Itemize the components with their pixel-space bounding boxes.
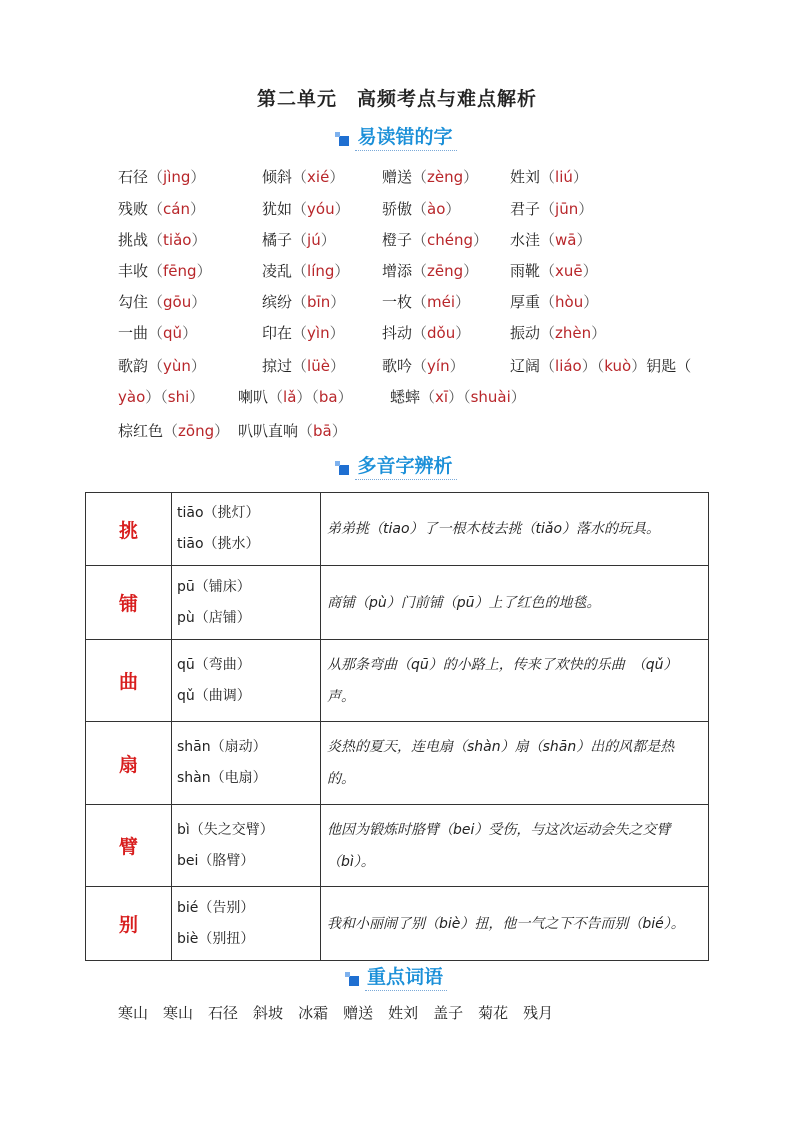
example-sentence: 弟弟挑（tiao）了一根木枝去挑（tiǎo）落水的玩具。 <box>321 493 709 566</box>
word-item: 辽阔（liáo）（kuò）钥匙（ <box>510 357 692 375</box>
word-item: 一曲（qǔ） <box>118 324 198 342</box>
key-word: 石径 <box>208 1004 239 1022</box>
word-item: 倾斜（xié） <box>262 168 345 186</box>
word-item: 雨靴（xuē） <box>510 262 598 280</box>
word-item: 姓刘（liú） <box>510 168 588 186</box>
readings-cell: qū（弯曲） qǔ（曲调） <box>172 639 321 722</box>
readings-cell: bié（告别） biè（别扭） <box>172 887 321 961</box>
readings-cell: bì（失之交臂） bei（胳臂） <box>172 804 321 887</box>
key-word: 盖子 <box>433 1004 464 1022</box>
key-word: 冰霜 <box>298 1004 329 1022</box>
section-heading-key-words <box>0 962 794 991</box>
word-item: 厚重（hòu） <box>510 293 599 311</box>
polyphonic-char: 臂 <box>86 804 172 887</box>
word-item: 残败（cán） <box>118 200 205 218</box>
word-item: 犹如（yóu） <box>262 200 350 218</box>
word-item: 骄傲（ào） <box>382 200 461 218</box>
table-row <box>86 566 709 639</box>
word-item: 石径（jìng） <box>118 168 206 186</box>
word-item: 水洼（wā） <box>510 231 592 249</box>
table-row <box>86 722 709 805</box>
word-item: 歌吟（yín） <box>382 357 465 375</box>
polyphonic-char: 别 <box>86 887 172 961</box>
example-sentence: 炎热的夏天，连电扇（shàn）扇（shān）出的风都是热的。 <box>321 722 709 805</box>
word-item: 叭叭直响（bā） <box>238 422 347 440</box>
polyphonic-table <box>85 492 709 961</box>
word-item: 赠送（zèng） <box>382 168 479 186</box>
section-heading-misread <box>0 122 794 151</box>
word-item: 丰收（fēng） <box>118 262 212 280</box>
word-item: 一枚（méi） <box>382 293 471 311</box>
word-item: 掠过（lüè） <box>262 357 345 375</box>
square-bullet-icon <box>339 465 349 475</box>
polyphonic-char: 铺 <box>86 566 172 639</box>
key-word: 赠送 <box>343 1004 374 1022</box>
word-item: 振动（zhèn） <box>510 324 607 342</box>
word-item: 橘子（jú） <box>262 231 336 249</box>
readings-cell: pū（铺床） pù（店铺） <box>172 566 321 639</box>
word-item: 喇叭（lǎ）（ba） <box>238 388 353 406</box>
word-item: 勾住（gōu） <box>118 293 207 311</box>
page-title: 第二单元 高频考点与难点解析 <box>256 88 537 110</box>
section-title: 多音字辨析 <box>357 455 453 477</box>
square-bullet-icon <box>349 976 359 986</box>
word-item: 橙子（chéng） <box>382 231 489 249</box>
polyphonic-char: 挑 <box>86 493 172 566</box>
word-item: 印在（yìn） <box>262 324 345 342</box>
example-sentence: 我和小丽闹了别（biè）扭，他一气之下不告而别（bié）。 <box>321 887 709 961</box>
key-word: 寒山 <box>163 1004 194 1022</box>
example-sentence: 从那条弯曲（qū）的小路上，传来了欢快的乐曲 （qǔ）声。 <box>321 639 709 722</box>
key-word: 残月 <box>523 1004 554 1022</box>
example-sentence: 商铺（pù）门前铺（pū）上了红色的地毯。 <box>321 566 709 639</box>
word-item: 增添（zēng） <box>382 262 479 280</box>
table-row <box>86 493 709 566</box>
key-words-list <box>118 1002 568 1023</box>
section-heading-polyphonic <box>0 451 794 480</box>
word-item: 君子（jūn） <box>510 200 594 218</box>
section-title: 重点词语 <box>366 966 443 988</box>
word-item: 歌韵（yùn） <box>118 357 206 375</box>
table-row <box>86 887 709 961</box>
word-item: 蟋蟀（xī）（shuài） <box>390 388 526 406</box>
example-sentence: 他因为锻炼时胳臂（bei）受伤，与这次运动会失之交臂（bì）。 <box>321 804 709 887</box>
polyphonic-char: 曲 <box>86 639 172 722</box>
section-title: 易读错的字 <box>357 126 453 148</box>
readings-cell: tiāo（挑灯） tiāo（挑水） <box>172 493 321 566</box>
polyphonic-char: 扇 <box>86 722 172 805</box>
word-item: 挑战（tiǎo） <box>118 231 207 249</box>
key-word: 寒山 <box>118 1004 149 1022</box>
word-item: yào）（shi） <box>118 388 205 406</box>
square-bullet-icon <box>339 136 349 146</box>
readings-cell: shān（扇动） shàn（电扇） <box>172 722 321 805</box>
word-item: 缤纷（bīn） <box>262 293 346 311</box>
key-word: 斜坡 <box>253 1004 284 1022</box>
word-item: 棕红色（zōng） <box>118 422 230 440</box>
word-item: 凌乱（líng） <box>262 262 350 280</box>
key-word: 姓刘 <box>388 1004 419 1022</box>
word-item: 抖动（dǒu） <box>382 324 471 342</box>
table-row <box>86 639 709 722</box>
table-row <box>86 804 709 887</box>
key-word: 菊花 <box>478 1004 509 1022</box>
